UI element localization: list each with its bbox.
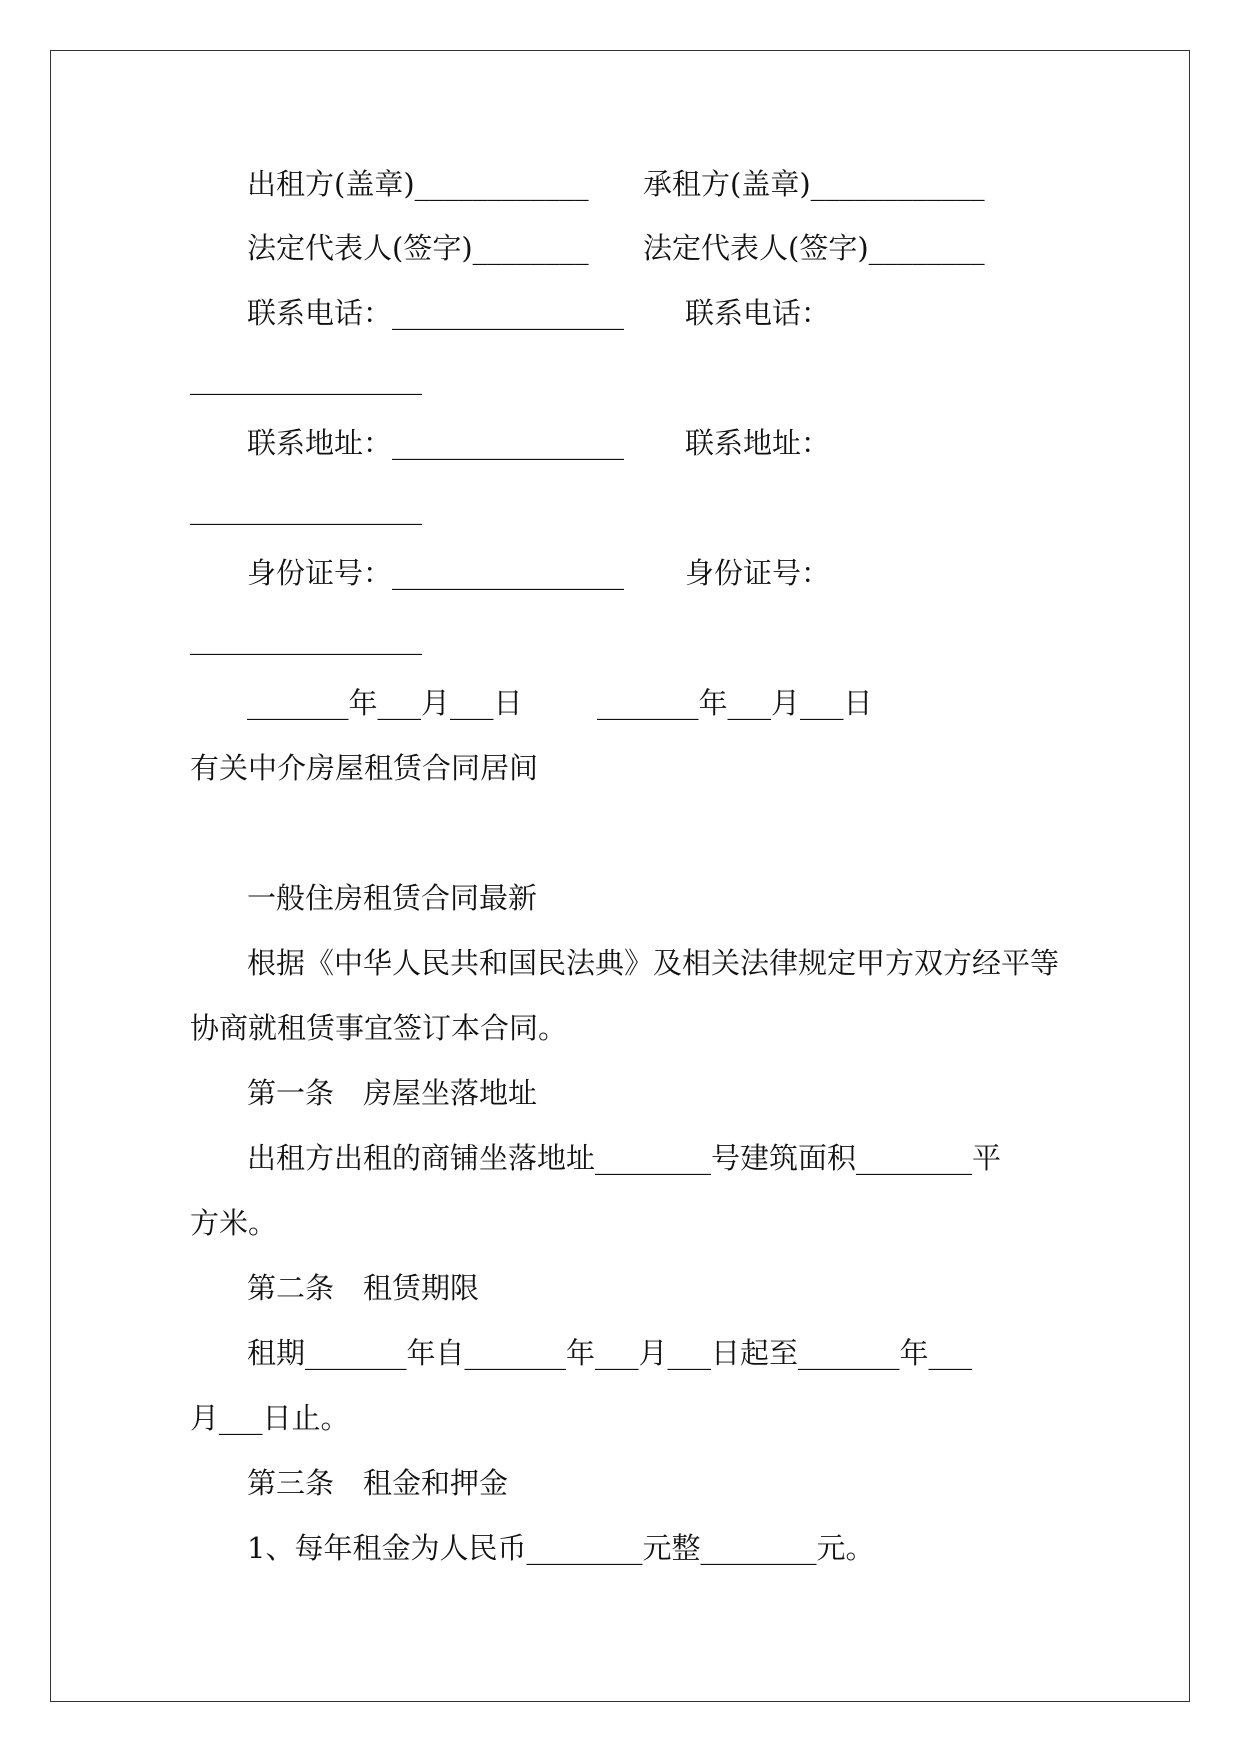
lessor-seal-line: 出租方(盖章)____________ <box>247 167 589 201</box>
lessee-phone-label: 联系电话： <box>685 296 831 330</box>
article-2-line-1: 租期_______年自_______年___月___日起至_______年___ <box>247 1336 973 1370</box>
lessor-id-line: 身份证号：________________ <box>247 556 625 590</box>
article-2-line-2: 月___日止。 <box>190 1401 350 1435</box>
lessee-address-blank: ________________ <box>190 491 422 525</box>
lessee-phone-blank: ________________ <box>190 361 422 395</box>
article-1-heading: 第一条 房屋坐落地址 <box>247 1076 538 1110</box>
article-1-line-2: 方米。 <box>190 1206 278 1240</box>
lessor-phone-line: 联系电话：________________ <box>247 296 625 330</box>
preamble-line-1: 根据《中华人民共和国民法典》及相关法律规定甲方双方经平等 <box>247 946 1060 980</box>
lessee-id-blank: ________________ <box>190 621 422 655</box>
article-1-line-1: 出租方出租的商铺坐落地址________号建筑面积________平 <box>247 1141 1002 1175</box>
lessee-seal-line: 承租方(盖章)____________ <box>643 167 985 201</box>
lessee-id-label: 身份证号： <box>685 556 831 590</box>
article-3-line-1: 1、每年租金为人民币________元整________元。 <box>247 1531 875 1565</box>
article-2-heading: 第二条 租赁期限 <box>247 1271 480 1305</box>
lessee-date-line: _______年___月___日 <box>597 686 873 720</box>
lessee-representative-line: 法定代表人(签字)________ <box>643 231 985 265</box>
lessor-representative-line: 法定代表人(签字)________ <box>247 231 589 265</box>
lessor-address-line: 联系地址：________________ <box>247 426 625 460</box>
lessor-date-line: _______年___月___日 <box>247 686 523 720</box>
contract-title: 一般住房租赁合同最新 <box>247 881 538 915</box>
lessee-address-label: 联系地址： <box>685 426 831 460</box>
article-3-heading: 第三条 租金和押金 <box>247 1466 509 1500</box>
section-heading: 有关中介房屋租赁合同居间 <box>190 751 539 785</box>
preamble-line-2: 协商就租赁事宜签订本合同。 <box>190 1011 568 1045</box>
